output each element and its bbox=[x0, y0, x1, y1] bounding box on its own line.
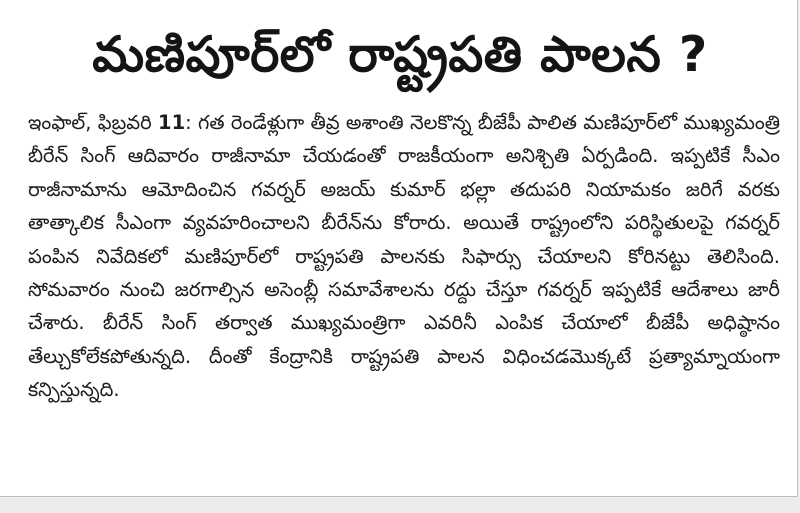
article-text: గత రెండేళ్లుగా తీవ్ర అశాంతి నెలకొన్న బీజేపీ పాలిత మణిపూర్‌లో ముఖ్యమంత్రి బీరేన్ సింగ్ ఆదివారం రాజీనామా చేయడంతో రాజకీయంగా అనిశ్చితి ఏర్పడింది. ఇప్పటికే సీఎం రాజీనామాను ఆమోదించిన గవర్నర్ అజయ్ కుమార్ భల్లా తదుపరి నియామకం జరిగే వరకు తాత్కాలిక సీఎంగా వ్యవహరించాలని బీరేన్‌ను కోరారు. అయితే రాష్ట్రంలోని పరిస్థితులపై గవర్నర్ పంపిన నివేదికలో మణిపూర్‌లో రాష్ట్రపతి పాలనకు సిఫార్సు చేయాలని కోరినట్టు తెలిసింది. సోమవారం నుంచి జరగాల్సిన అసెంబ్లీ సమావేశాలను రద్దు చేస్తూ గవర్నర్ ఇప్పటికే ఆదేశాలు జారీ చేశారు. బీరేన్ సింగ్ తర్వాత ముఖ్యమంత్రిగా ఎవరినీ ఎంపిక చేయాలో బీజేపీ అధిష్ఠానం తేల్చుకోలేకపోతున్నది. దీంతో కేంద్రానికి రాష్ట్రపతి పాలన విధించడమొక్కటే ప్రత్యామ్నాయంగా కన్పిస్తున్నది. bbox=[28, 111, 780, 402]
dateline: ఇంఫాల్, ఫిబ్రవరి bbox=[28, 111, 159, 134]
dateline-separator: : bbox=[185, 111, 199, 134]
article-body bbox=[28, 106, 780, 407]
dateline-date: 11 bbox=[158, 111, 186, 134]
headline: మణిపూర్‌లో రాష్ట్రపతి పాలన ? bbox=[92, 26, 708, 83]
page-bottom-margin bbox=[0, 497, 800, 513]
